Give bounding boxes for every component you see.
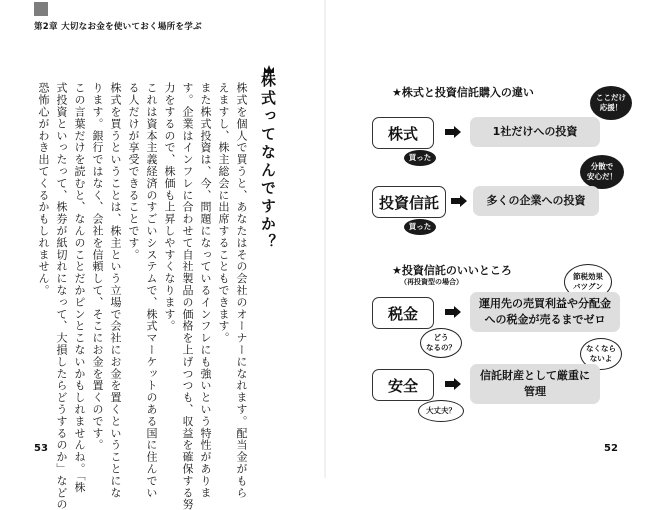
chapter-header: 第2章 大切なお金を使いておく場所を学ぶ [34,22,202,32]
speech-bubble: 節税効果 バツグン [564,264,612,300]
row-label: 安全 [372,369,434,401]
speech-bubble: 大丈夫？ [418,400,464,422]
row-value: 運用先の売買利益や分配金 への税金が売るまでゼロ [470,292,620,332]
row-value: 多くの企業への投資 [473,186,599,216]
section-heading: 株式ってなんですか？ [259,72,277,252]
page-number-left: 53 [34,443,48,454]
arrow-right-icon [445,126,461,138]
row-label: 投資信託 [372,186,446,218]
page-gutter [324,0,326,478]
paragraph-line: 株式を個人で買うと、あなたはその会社のオーナーになれます。配当金がもら [235,82,248,499]
arrow-right-icon [445,378,461,390]
chapter-marker-icon [34,2,48,16]
row-value: 1社だけへの投資 [470,117,600,147]
paragraph-line: この言葉だけを読むと、なんのことだかピンとこないかもしれませんね。「株 [73,82,86,493]
section-title-difference: ★株式と投資信託購入の違い [392,86,534,99]
speech-bubble: 買った [404,219,436,235]
speech-bubble: ここだけ 応援！ [590,86,632,120]
speech-bubble: 買った [404,150,436,166]
arrow-right-icon [451,195,467,207]
speech-bubble: なくなら ないよ [580,338,622,370]
section-subtitle: （再投資型の場合） [400,278,463,286]
row-label: 株式 [372,117,434,149]
paragraph-line: 式投資といったって、株券が紙切れになって、大損したらどうするのか」などの [55,82,68,510]
paragraph-line: 力をするので、株価も上昇しやすくなります。 [163,82,176,332]
page-number-right: 52 [604,443,618,454]
section-title-merits: ★投資信託のいいところ [392,264,512,277]
paragraph-line: これは資本主義経済のすごいシステムで、株式マーケットのある国に住んでい [145,82,158,499]
paragraph-line: す。企業はインフレに合わせて自社製品の価格を上げつつも、収益を確保する努 [181,82,194,510]
paragraph-line: 株式を買うということは、株主という立場で会社にお金を置くということにな [109,82,122,499]
arrow-right-icon [445,306,461,318]
paragraph-line: また株式投資は、今、問題になっているインフレにも強いという特性がありま [199,82,212,499]
paragraph-line: えますし、株主総会に出席することもできます。 [217,82,230,344]
paragraph-line: ります。銀行ではなく、会社を信頼して、そこにお金を置くのです。 [91,82,104,451]
paragraph-line: 恐怖心がわき出てくるかもしれません。 [37,82,50,297]
row-value: 信託財産として厳重に 管理 [470,364,600,404]
speech-bubble: どう なるの？ [420,328,462,358]
speech-bubble: 分散で 安心だ！ [580,155,624,189]
paragraph-line: る人だけが享受できることです。 [127,82,140,261]
row-label: 税金 [372,297,434,329]
